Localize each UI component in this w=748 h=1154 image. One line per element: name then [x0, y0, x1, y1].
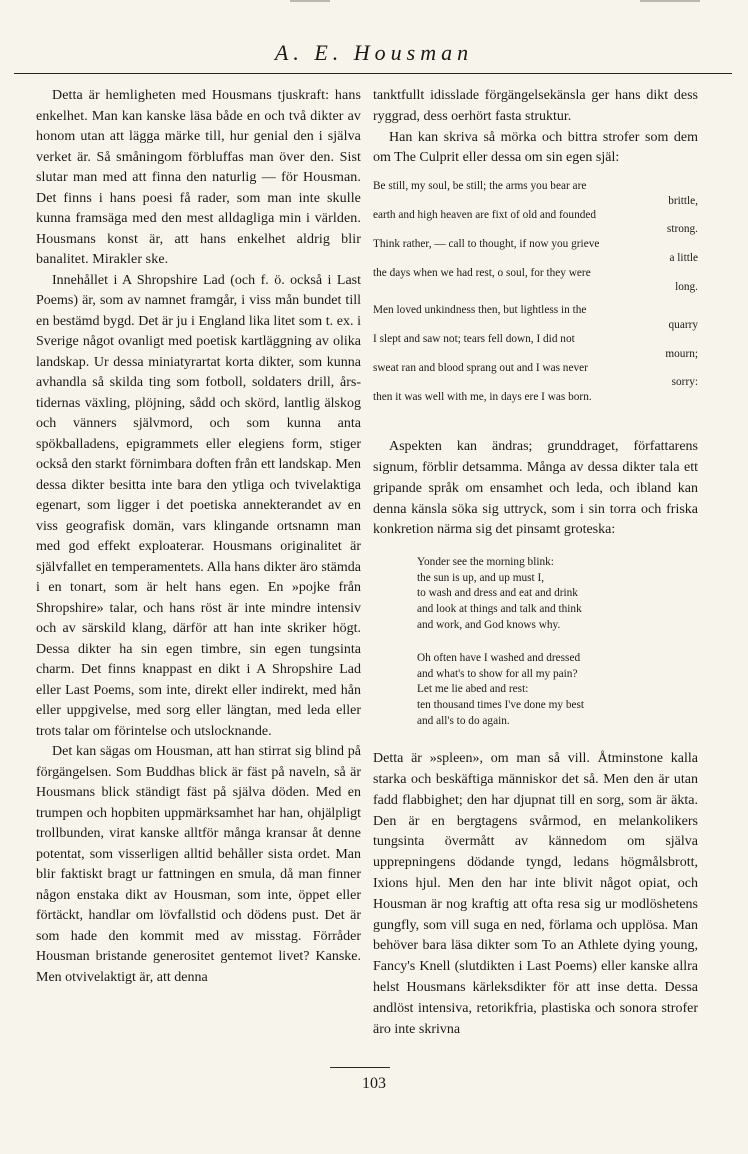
poem-yonder-see	[417, 555, 698, 729]
poem-line: then it was well with me, in days ere I was born.	[373, 390, 592, 403]
poem-line: Think rather, — call to thought, if now you grieve a little	[373, 237, 698, 265]
spacer	[373, 413, 698, 437]
paragraph: tanktfullt idisslade förgängelsekänsla ger hans dikt dess ryggrad, dess oerhört fasta struktur.	[373, 88, 698, 124]
poem-line: ten thousand times I've done my best	[417, 699, 585, 712]
left-column	[36, 86, 361, 988]
poem-line: and look at things and talk and think	[417, 603, 582, 616]
poem-line: and all's to do again.	[417, 714, 510, 727]
poem-stanza	[417, 651, 698, 729]
right-column	[373, 86, 698, 1040]
page-number: 103	[362, 1075, 386, 1092]
running-header: A. E. Housman	[274, 40, 474, 65]
poem-be-still-my-soul	[373, 179, 698, 404]
poem-stanza	[417, 555, 698, 633]
poem-line: Men loved unkindness then, but lightless in the quarry	[373, 304, 698, 331]
paragraph: Innehållet i A Shropshire Lad (och f. ö. också i Last Poems) är, som av namnet framgår, i viss mån bundet till en bestämd bygd. Det är ju i England lika litet som t. ex. i Sverige något ovanligt med poetisk kartläggning av olika landskap. Ur dessa miniatyrartat korta dikter, som kunna avhandla så skilda ting som fotboll, soldaters drill, årstidernas växling, plöjning, sådd och skörd, lantlig älskog och vänners självmord, och som kunna anta spökballadens, epigrammets eller elegiens form, stiger också den starkt förnimbara doften från ett landskap. Men dessa dikter besitta inte bara den ytliga och tvivelaktiga egenart, som ligger i det poetiska annekterandet av en viss geografisk domän, vars klingande ortsnamn man med god effekt exploaterar. Housmans originalitet är självfallet en temperamentets. Alla hans dikter äro stämda i en tonart, som är helt hans egen. En »pojke från Shropshire» talar, och hans röst är inte mindre intensiv och av särskild klang, därför att han inte skriker högt. Dessa dikter ha sin egen timbre, sin egen tungsinta charm. Det finns knappast en dikt i A Shropshire Lad eller Last Poems, som inte, direkt eller indirekt, med hån eller uppgivelse, med sorg eller längtan, med leda eller trots talar om förintelse och utslocknande.	[36, 272, 361, 739]
poem-line: the days when we had rest, o soul, for they were long.	[373, 266, 698, 294]
paragraph: Detta är hemligheten med Housmans tjuskraft: hans enkelhet. Man kan kanske läsa både en och två dikter av honom utan att lägga märke till, hur genial den i själva verket är. Så småningom förbluffas man över den. Sist slutar man med att finna den naturlig — för Housman. Det finns i hans poesi få rader, som man inte skulle kunna framsäga med den mest alldagliga min i världen. Housmans konst är, att hans enkelhet aldrig blir banalitet. Mirakler ske.	[36, 88, 361, 267]
header-rule	[14, 73, 732, 74]
paragraph: Detta är »spleen», om man så vill. Åtminstone kalla starka och beskäftiga människor det så. Men den är utan fadd flabbighet; den har djupnat till en sorg, som är äkta. Den är en bergtagens svårmod, en melankolikers tungsinta övermått av kännedom om själva upprepningens dödande tyngd, ledans högmålsbrott, Ixions hjul. Men den har inte blivit något opiat, och Housman är nog kraftig att ofta resa sig ur modlöshetens gungfly, som vill suga en ned, förlama och upplösa. Man behöver bara läsa dikter som To an Athlete dying young, Fancy's Knell (slutdikten i Last Poems) eller kanske allra helst Housmans kärleksdikter för att inse detta. Dessa andlöst intensiva, retorikfria, plastiska och sonora strofer äro inte skrivna	[373, 751, 698, 1037]
edge-mark	[640, 0, 700, 2]
edge-mark	[290, 0, 330, 2]
poem-line: Yonder see the morning blink:	[417, 556, 554, 569]
poem-line: I slept and saw not; tears fell down, I did not mourn;	[373, 333, 698, 360]
poem-line: Be still, my soul, be still; the arms you bear are brittle,	[373, 180, 698, 207]
poem-line: earth and high heaven are fixt of old and founded strong.	[373, 209, 698, 236]
poem-stanza	[373, 179, 698, 294]
poem-stanza	[373, 303, 698, 404]
poem-line: to wash and dress and eat and drink	[417, 587, 578, 600]
paragraph: Det kan sägas om Housman, att han stirrat sig blind på förgängelsen. Som Buddhas blick är fäst på naveln, så är Housmans blick ständigt fäst på själva döden. Med en trumpen och hopbiten uppmärksamhet har han, ohjälpligt trollbunden, virat kanske alltför många kransar åt denne potentat, som visserligen alltid behåller sista ordet. Man blir faktiskt bragt ur fattningen en smula, då man finner någon enstaka dikt av Housman, som inte, öppet eller förtäckt, handlar om lövfallstid och dödens pust. Det är som hade den kommit med av misstag. Förråder Housman bristande generositet gentemot livet? Kanske. Men otvivelaktigt är, att denna	[36, 744, 361, 985]
paragraph: Han kan skriva så mörka och bittra strofer som dem om The Culprit eller dessa om sin egen själ:	[373, 129, 698, 166]
footer-rule	[330, 1067, 390, 1068]
poem-line: and work, and God knows why.	[417, 618, 561, 631]
poem-line: Oh often have I washed and dressed	[417, 652, 581, 665]
poem-line: Let me lie abed and rest:	[417, 683, 529, 696]
poem-line: sweat ran and blood sprang out and I was never sorry:	[373, 362, 698, 389]
poem-line: and what's to show for all my pain?	[417, 667, 578, 680]
poem-line: the sun is up, and up must I,	[417, 571, 545, 584]
paragraph: Aspekten kan ändras; grunddraget, författarens signum, förblir detsamma. Många av dessa dikter tala ett gripande språk om ensamhet och leda, och ibland kan denna känsla söka sig uttryck, som i sin torra och friska konkretion närma sig det pinsamt groteska:	[373, 439, 698, 538]
